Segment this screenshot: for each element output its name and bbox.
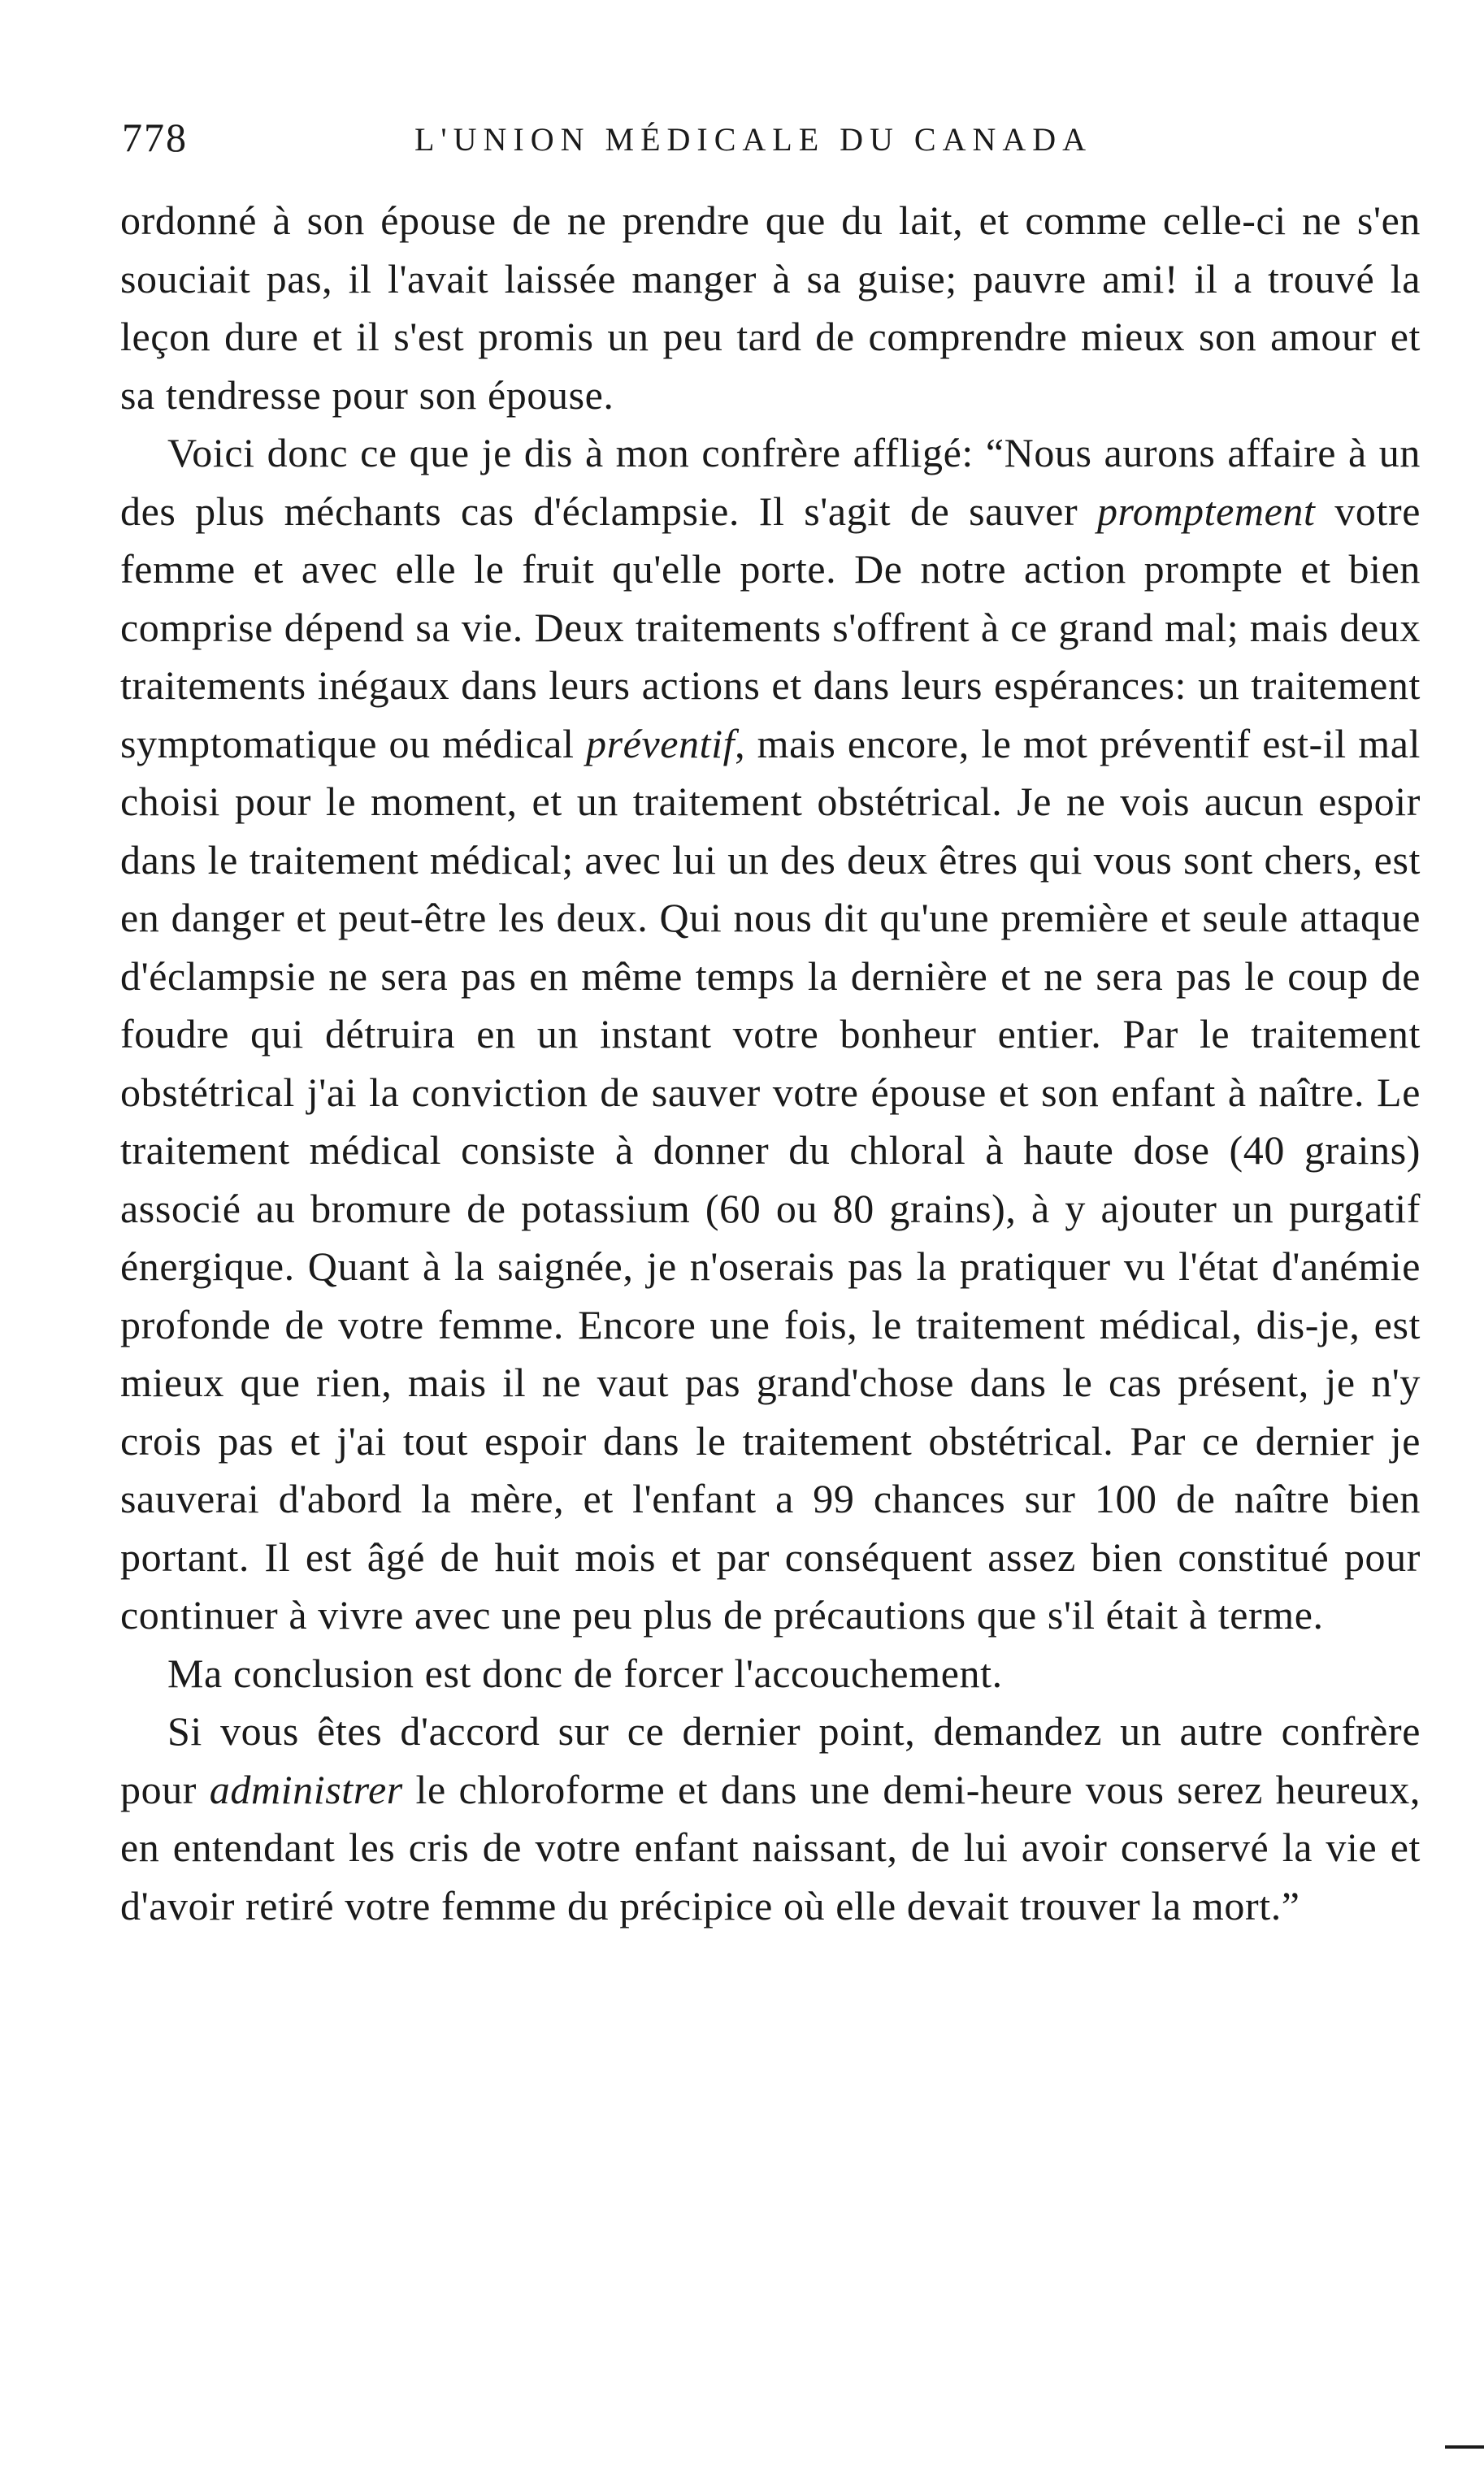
paragraph	[120, 192, 1421, 424]
paragraph-text: le chloroforme et dans une demi-heure vous serez heureux, en entendant les cris de votre enfant naissant, de lui avoir conservé la vie et d'avoir retiré votre femme du précipice où elle devait trouver la mort.”	[120, 1766, 1421, 1929]
scan-edge-mark	[1445, 2445, 1484, 2449]
journal-title: L'UNION MÉDICALE DU CANADA	[414, 121, 1093, 158]
paragraph-text: Si vous êtes d'accord sur ce dernier point, demandez un autre confrère pour	[120, 1708, 1421, 1812]
paragraph-text: Voici donc ce que je dis à mon confrère affligé: “Nous aurons affaire à un des plus méchants cas d'éclampsie. Il s'agit de sauver	[120, 430, 1421, 534]
paragraph-text: , mais encore, le mot préventif est-il mal choisi pour le moment, et un traitement obstétrical. Je ne vois aucun espoir dans le traitement médical; avec lui un des deux êtres qui vous sont chers, est en danger et peut-être les deux. Qui nous dit qu'une première et seule attaque d'éclampsie ne sera pas en même temps la dernière et ne sera pas le coup de foudre qui détruira en un instant votre bonheur entier. Par le traitement obstétrical j'ai la conviction de sauver votre épouse et son enfant à naître. Le traitement médical consiste à donner du chloral à haute dose (40 grains) associé au bromure de potassium (60 ou 80 grains), à y ajouter un purgatif énergique. Quant à la saignée, je n'oserais pas la pratiquer vu l'état d'anémie profonde de votre femme. Encore une fois, le traitement médical, dis-je, est mieux que rien, mais il ne vaut pas grand'chose dans le cas présent, je n'y crois pas et j'ai tout espoir dans le traitement obstétrical. Par ce dernier je sauverai d'abord la mère, et l'enfant a 99 chances sur 100 de naître bien portant. Il est âgé de huit mois et par conséquent assez bien constitué pour continuer à vivre avec une peu plus de précautions que s'il était à terme.	[120, 720, 1421, 1638]
italic-word: promptement	[1096, 488, 1316, 534]
italic-word: préventif	[586, 720, 735, 766]
paragraph	[120, 1645, 1421, 1703]
paragraph-text: ordonné à son épouse de ne prendre que du lait, et comme celle-ci ne s'en souciait pas, il l'avait laissée manger à sa guise; pauvre ami! il a trouvé la leçon dure et il s'est promis un peu tard de comprendre mieux son amour et sa tendresse pour son épouse.	[120, 197, 1421, 418]
running-header	[122, 114, 1138, 163]
italic-word: administrer	[209, 1766, 403, 1812]
paragraph	[120, 424, 1421, 1645]
paragraph-text: Ma conclusion est donc de forcer l'accouchement.	[167, 1650, 1003, 1696]
page-number: 778	[122, 115, 188, 160]
paragraph	[120, 1703, 1421, 1935]
paragraph-text: votre femme et avec elle le fruit qu'elle porte. De notre action prompte et bien comprise dépend sa vie. Deux traitements s'offrent à ce grand mal; mais deux traitements inégaux dans leurs actions et dans leurs espérances: un traitement symptomatique ou médical	[120, 488, 1421, 766]
article-body	[120, 192, 1421, 1935]
